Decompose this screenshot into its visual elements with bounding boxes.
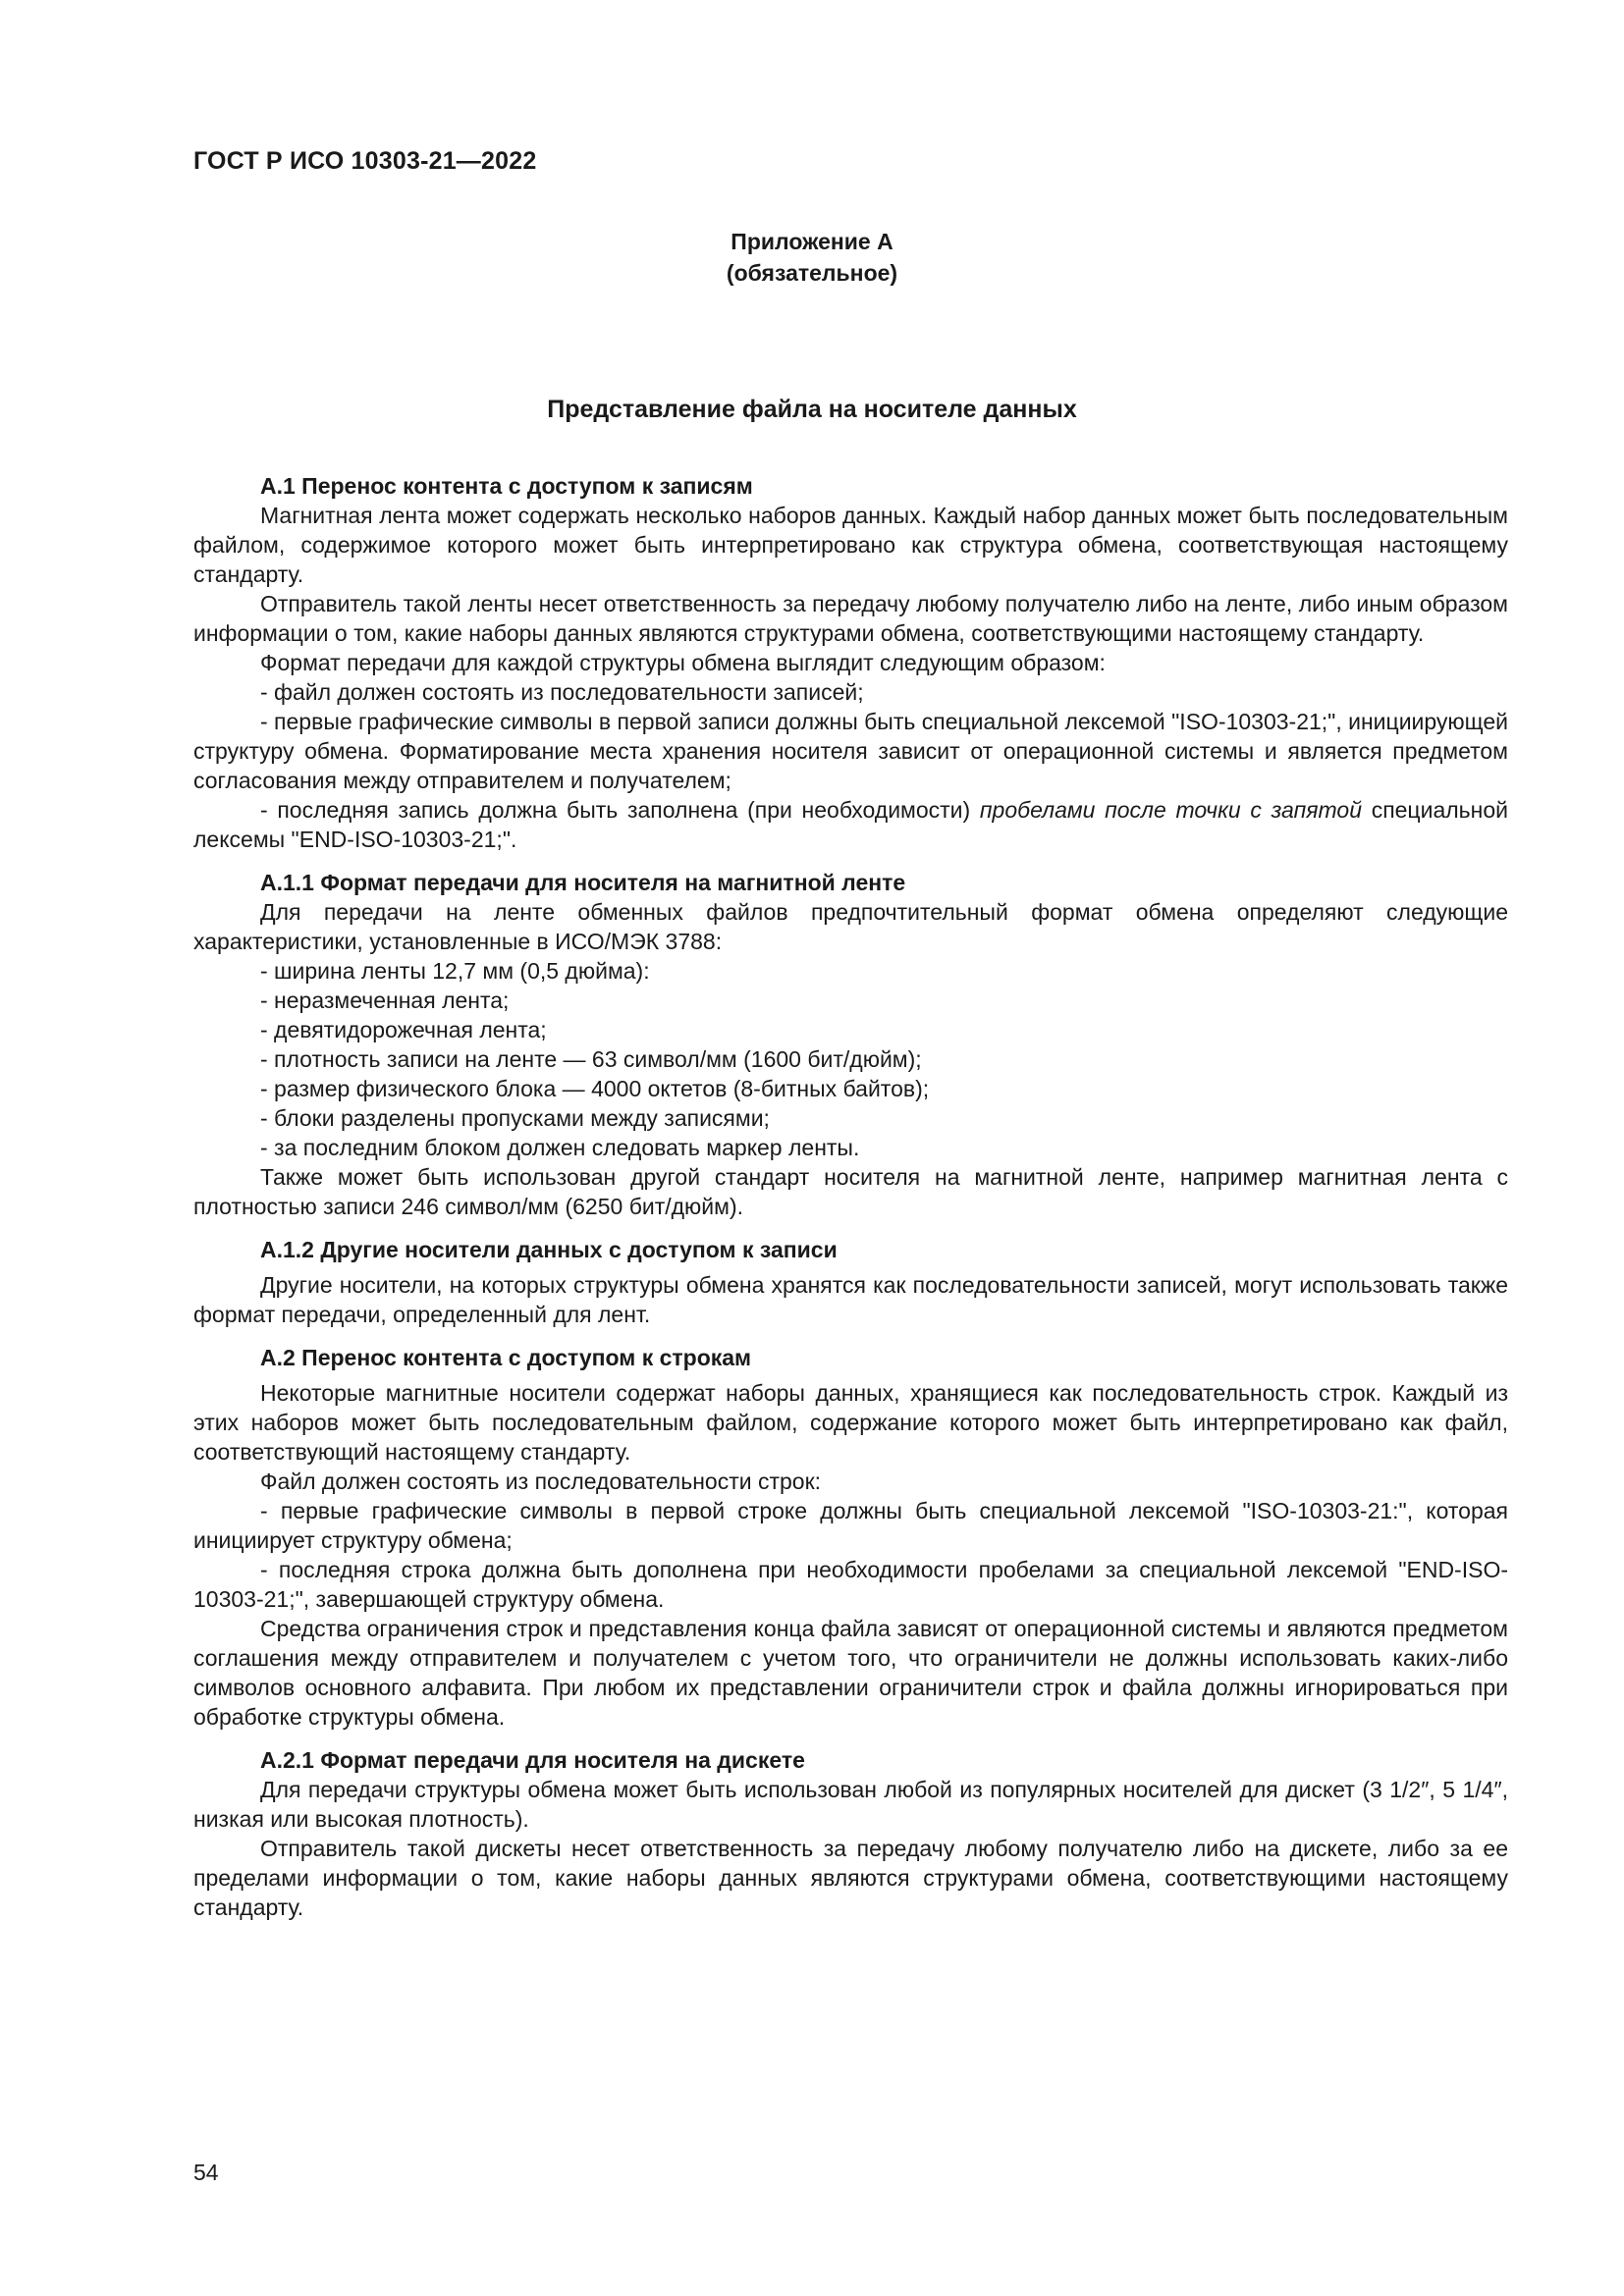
list-item: - размер физического блока — 4000 октетов (8-битных байтов); [260, 1076, 930, 1101]
paragraph: Магнитная лента может содержать несколько наборов данных. Каждый набор данных может быть последовательным файлом, содержимое которого может быть интерпретировано как структура обмена, соответствующая настоящему стандарту. [193, 503, 1508, 587]
paragraph: Отправитель такой дискеты несет ответственность за передачу любому получателю либо на дискете, либо за ее пределами информации о том, какие наборы данных являются структурами обмена, соответствующими настоящему стандарту. [193, 1836, 1508, 1920]
paragraph: Для передачи на ленте обменных файлов предпочтительный формат обмена определяют следующие характеристики, установленные в ИСО/МЭК 3788: [193, 899, 1508, 954]
list-item: - ширина ленты 12,7 мм (0,5 дюйма): [260, 958, 650, 984]
paragraph: Для передачи структуры обмена может быть использован любой из популярных носителей для дискет (3 1/2″, 5 1/4″, низкая или высокая плотность). [193, 1777, 1508, 1832]
list-item [193, 795, 1508, 854]
list-item: - блоки разделены пропусками между записями; [260, 1105, 770, 1131]
paragraph: Средства ограничения строк и представления конца файла зависят от операционной системы и являются предметом соглашения между отправителем и получателем с учетом того, что ограничители не должны использовать каких-либо символов основного алфавита. При любом их представлении ограничители строк и файла должны игнорироваться при обработке структуры обмена. [193, 1616, 1508, 1730]
list-item: - девятидорожечная лента; [260, 1017, 547, 1042]
list-item-text: специальной лексемы "END-ISO-10303-21;". [193, 797, 1508, 852]
annex-status: (обязательное) [726, 260, 898, 286]
paragraph: Некоторые магнитные носители содержат наборы данных, хранящиеся как последовательность строк. Каждый из этих наборов может быть последовательным файлом, содержание которого может быть интерпретировано как файл, соответствующий настоящему стандарту. [193, 1380, 1508, 1465]
list-item: - файл должен состоять из последовательности записей; [260, 679, 864, 705]
section-title: Представление файла на носителе данных [547, 396, 1077, 423]
list-item: - неразмеченная лента; [260, 988, 510, 1013]
document-header: ГОСТ Р ИСО 10303-21—2022 [193, 147, 537, 175]
italic-text: пробелами после точки с запятой [979, 797, 1362, 823]
list-item: - плотность записи на ленте — 63 символ/мм (1600 бит/дюйм); [260, 1046, 922, 1072]
list-item: - первые графические символы в первой строке должны быть специальной лексемой "ISO-10303-21:", которая инициирует структуру обмена; [193, 1498, 1508, 1553]
paragraph: Также может быть использован другой стандарт носителя на магнитной ленте, например магнитная лента с плотностью записи 246 символ/мм (6250 бит/дюйм). [193, 1164, 1508, 1219]
list-item-text: - последняя запись должна быть заполнена (при необходимости) [260, 797, 980, 823]
heading-a1-1: А.1.1 Формат передачи для носителя на магнитной ленте [260, 870, 906, 895]
heading-a2: А.2 Перенос контента с доступом к строкам [260, 1345, 752, 1370]
annex-heading [0, 226, 1624, 289]
list-item: - первые графические символы в первой записи должны быть специальной лексемой "ISO-10303-21;", инициирующей структуру обмена. Форматирование места хранения носителя зависит от операционной системы и является предметом согласования между отправителем и получателем; [193, 709, 1508, 793]
document-body [193, 471, 1508, 1922]
page-number: 54 [193, 2160, 219, 2185]
heading-a1: А.1 Перенос контента с доступом к записям [260, 473, 753, 499]
paragraph: Отправитель такой ленты несет ответственность за передачу любому получателю либо на ленте, либо иным образом информации о том, какие наборы данных являются структурами обмена, соответствующими настоящему стандарту. [193, 591, 1508, 646]
heading-a1-2: А.1.2 Другие носители данных с доступом к записи [260, 1237, 838, 1262]
paragraph: Формат передачи для каждой структуры обмена выглядит следующим образом: [260, 650, 1106, 675]
list-item: - последняя строка должна быть дополнена при необходимости пробелами за специальной лексемой "END-ISO-10303-21;", завершающей структуру обмена. [193, 1557, 1508, 1612]
annex-title: Приложение А [731, 229, 893, 254]
list-item: - за последним блоком должен следовать маркер ленты. [260, 1135, 860, 1160]
paragraph: Другие носители, на которых структуры обмена хранятся как последовательности записей, могут использовать также формат передачи, определенный для лент. [193, 1272, 1508, 1327]
paragraph: Файл должен состоять из последовательности строк: [260, 1468, 822, 1494]
heading-a2-1: А.2.1 Формат передачи для носителя на дискете [260, 1747, 805, 1773]
